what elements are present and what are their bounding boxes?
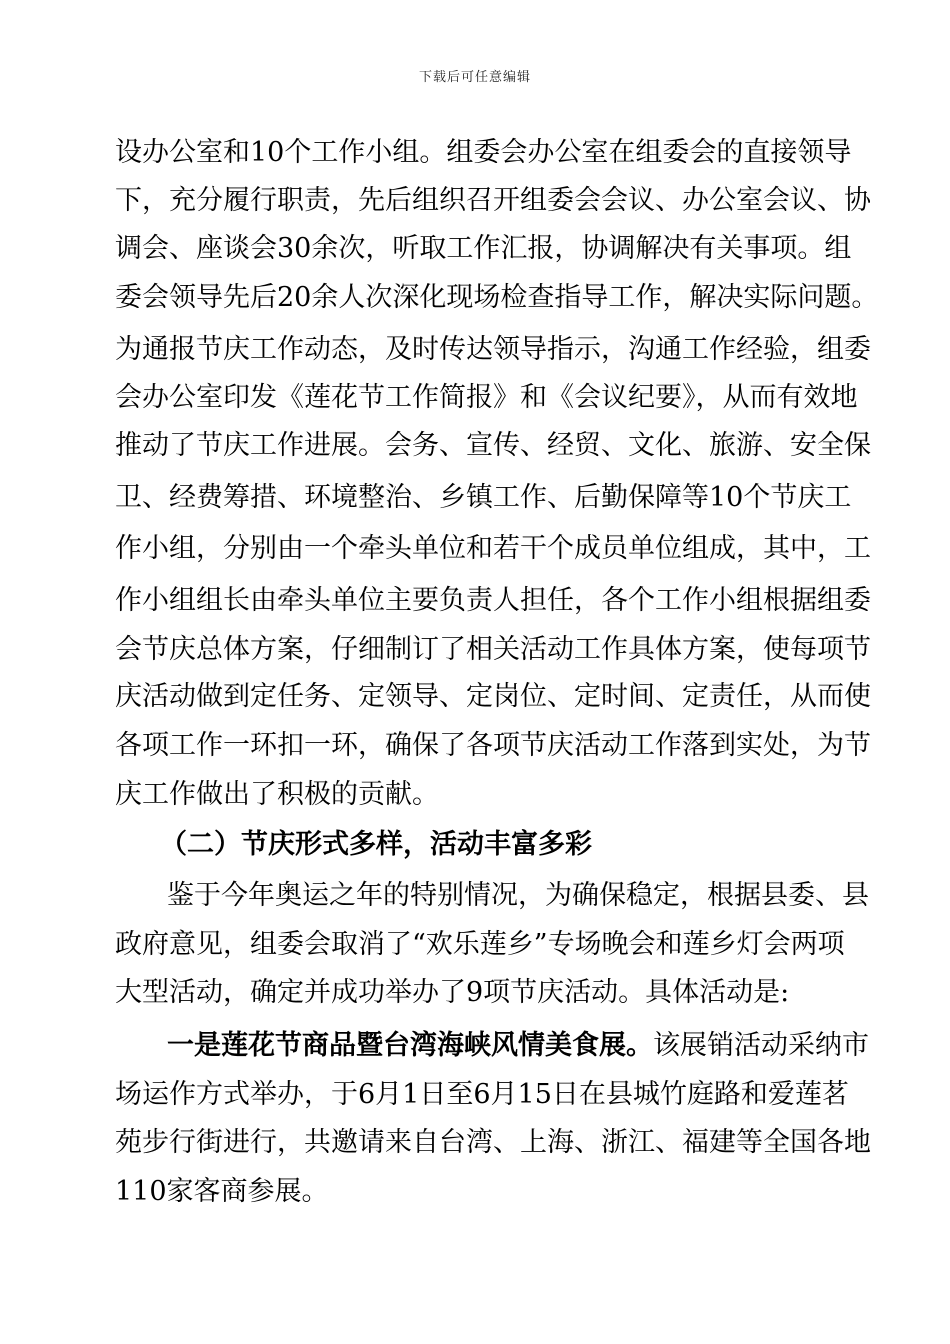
text-line: 各项工作一环扣一环，确保了各项节庆活动工作落到实处，为节 bbox=[115, 730, 871, 761]
text-line: 作小组组长由牵头单位主要负责人担任，各个工作小组根据组委 bbox=[115, 585, 871, 616]
text-line: 鉴于今年奥运之年的特别情况，为确保稳定，根据县委、县 bbox=[167, 880, 869, 911]
text-line bbox=[167, 1018, 869, 1074]
text-line: 委会领导先后20余人次深化现场检查指导工作，解决实际问题。 bbox=[115, 282, 879, 313]
section-heading: （二）节庆形式多样，活动丰富多彩 bbox=[160, 829, 592, 860]
text-line: 卫、经费筹措、环境整治、乡镇工作、后勤保障等10个节庆工 bbox=[115, 482, 852, 513]
text-line: 政府意见，组委会取消了“欢乐莲乡”专场晚会和莲乡灯会两项 bbox=[115, 929, 845, 960]
text-line: 场运作方式举办，于6月1日至6月15日在县城竹庭路和爱莲茗 bbox=[115, 1079, 849, 1110]
text-span: 该展销活动采纳市 bbox=[653, 1030, 869, 1061]
text-line: 110家客商参展。 bbox=[115, 1176, 329, 1207]
text-line: 会办公室印发《莲花节工作简报》和《会议纪要》，从而有效地 bbox=[115, 382, 858, 413]
text-line: 庆活动做到定任务、定领导、定岗位、定时间、定责任，从而使 bbox=[115, 681, 871, 712]
text-line: 为通报节庆工作动态，及时传达领导指示，沟通工作经验，组委 bbox=[115, 334, 871, 365]
text-line: 庆工作做出了积极的贡献。 bbox=[115, 779, 439, 810]
bold-lead-phrase: 一是莲花节商品暨台湾海峡风情美食展。 bbox=[167, 1030, 653, 1061]
text-line: 会节庆总体方案，仔细制订了相关活动工作具体方案，使每项节 bbox=[115, 634, 871, 665]
text-line: 设办公室和10个工作小组。组委会办公室在组委会的直接领导 bbox=[115, 137, 852, 168]
page-header: 下载后可任意编辑 bbox=[418, 70, 531, 85]
text-line: 推动了节庆工作进展。会务、宣传、经贸、文化、旅游、安全保 bbox=[115, 430, 871, 461]
text-line: 调会、座谈会30余次，听取工作汇报，协调解决有关事项。组 bbox=[115, 233, 852, 264]
text-line: 苑步行街进行，共邀请来自台湾、上海、浙江、福建等全国各地 bbox=[115, 1127, 871, 1158]
text-line: 下，充分履行职责，先后组织召开组委会会议、办公室会议、协 bbox=[115, 185, 871, 216]
text-line: 作小组，分别由一个牵头单位和若干个成员单位组成，其中，工 bbox=[115, 533, 871, 564]
text-line: 大型活动，确定并成功举办了9项节庆活动。具体活动是: bbox=[115, 977, 790, 1008]
